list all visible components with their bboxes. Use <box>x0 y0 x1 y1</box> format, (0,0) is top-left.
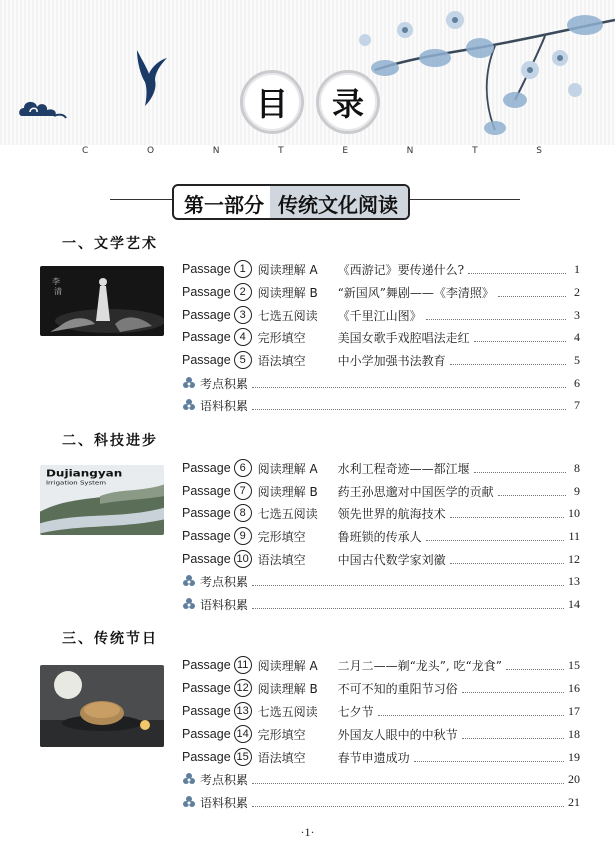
leader-dots <box>252 797 564 807</box>
passage-type: 阅读理解 B <box>257 484 318 499</box>
page-number: 4 <box>574 329 580 344</box>
toc-row[interactable] <box>182 724 580 744</box>
toc-row[interactable] <box>182 747 580 767</box>
passage-type: 完形填空 <box>257 330 306 345</box>
passage-number: 3 <box>234 306 252 324</box>
cloud-ornament-icon <box>18 96 68 124</box>
passage-word: Passage <box>182 658 231 672</box>
contents-letter: S <box>536 146 542 156</box>
part-title <box>172 184 410 220</box>
leader-dots <box>450 508 564 518</box>
contents-letter: T <box>472 146 478 156</box>
passage-type: 阅读理解 B <box>257 681 318 696</box>
mooncake-photo <box>40 665 164 747</box>
toc-row-extra[interactable] <box>182 373 580 393</box>
toc-row[interactable] <box>182 549 580 569</box>
leader-dots <box>252 400 566 410</box>
passage-title: 二月二——剃“龙头”, 吃“龙食” <box>337 658 502 673</box>
passage-number: 5 <box>234 351 252 369</box>
passage-word: Passage <box>182 552 231 566</box>
flower-bullet-icon <box>182 574 196 588</box>
passage-word: Passage <box>182 262 231 276</box>
section-heading: 一、文学艺术 <box>62 236 158 252</box>
swallow-icon <box>133 48 169 108</box>
toc-row-extra[interactable] <box>182 395 580 415</box>
toc-row[interactable] <box>182 701 580 721</box>
leader-dots <box>474 463 566 473</box>
passage-type: 七选五阅读 <box>257 308 318 323</box>
passage-number: 4 <box>234 328 252 346</box>
passage-number: 10 <box>234 550 252 568</box>
leader-dots <box>498 287 566 297</box>
page-number: 17 <box>568 703 580 718</box>
passage-type: 语法填空 <box>257 552 306 567</box>
passage-type: 阅读理解 A <box>257 461 318 476</box>
leader-dots <box>498 486 566 496</box>
thumb-title: Dujiangyan <box>46 467 123 480</box>
dance-photo <box>40 266 164 336</box>
toc-title <box>240 70 380 134</box>
dujiangyan-photo <box>40 465 164 535</box>
passage-type: 阅读理解 B <box>257 285 318 300</box>
magnolia-branch-illustration <box>345 0 615 150</box>
toc-row[interactable] <box>182 282 580 302</box>
passage-word: Passage <box>182 529 231 543</box>
passage-type: 语法填空 <box>257 353 306 368</box>
page-number: 20 <box>568 771 580 786</box>
toc-row[interactable] <box>182 305 580 325</box>
page-number: 14 <box>568 596 580 611</box>
page-number: 1 <box>574 261 580 276</box>
passage-word: Passage <box>182 461 231 475</box>
page-number: 9 <box>574 483 580 498</box>
toc-row-extra[interactable] <box>182 792 580 812</box>
leader-dots <box>462 729 564 739</box>
toc-row[interactable] <box>182 327 580 347</box>
passage-word: Passage <box>182 484 231 498</box>
passage-title: “新国风”舞剧——《李清照》 <box>337 285 494 300</box>
leader-dots <box>252 576 564 586</box>
passage-word: Passage <box>182 704 231 718</box>
contents-letter: N <box>406 146 414 156</box>
toc-row[interactable] <box>182 526 580 546</box>
leader-dots <box>474 332 566 342</box>
passage-word: Passage <box>182 308 231 322</box>
passage-title: 水利工程奇迹——都江堰 <box>337 461 470 476</box>
passage-number: 14 <box>234 725 252 743</box>
contents-letter: T <box>278 146 284 156</box>
leader-dots <box>450 554 564 564</box>
toc-row[interactable] <box>182 655 580 675</box>
extra-label: 考点积累 <box>200 376 249 391</box>
toc-row[interactable] <box>182 678 580 698</box>
passage-title: 领先世界的航海技术 <box>337 506 446 521</box>
extra-label: 语料积累 <box>200 597 249 612</box>
page-number: 11 <box>568 528 580 543</box>
extra-label: 语料积累 <box>200 398 249 413</box>
passage-word: Passage <box>182 750 231 764</box>
passage-title: 春节申遗成功 <box>337 750 410 765</box>
passage-type: 七选五阅读 <box>257 704 318 719</box>
passage-number: 2 <box>234 283 252 301</box>
toc-row-extra[interactable] <box>182 571 580 591</box>
passage-title: 药王孙思邈对中国医学的贡献 <box>337 484 494 499</box>
passage-title: 美国女歌手戏腔唱法走红 <box>337 330 470 345</box>
leader-dots <box>462 683 564 693</box>
toc-row[interactable] <box>182 458 580 478</box>
page-number: 18 <box>568 726 580 741</box>
footer-page-number: ·1· <box>300 825 315 839</box>
toc-row[interactable] <box>182 481 580 501</box>
flower-bullet-icon <box>182 597 196 611</box>
title-char-2: 录 <box>316 70 380 134</box>
flower-bullet-icon <box>182 795 196 809</box>
part-name: 传统文化阅读 <box>270 186 408 218</box>
passage-word: Passage <box>182 285 231 299</box>
page-number: 12 <box>568 551 580 566</box>
passage-title: 七夕节 <box>337 704 374 719</box>
passage-word: Passage <box>182 353 231 367</box>
page-number: 13 <box>568 573 580 588</box>
passage-title: 中小学加强书法教育 <box>337 353 446 368</box>
leader-dots <box>252 378 566 388</box>
page-number: 10 <box>568 505 580 520</box>
leader-dots <box>426 310 566 320</box>
passage-number: 7 <box>234 482 252 500</box>
svg-text:清: 清 <box>54 287 62 296</box>
passage-title: 中国古代数学家刘徽 <box>337 552 446 567</box>
flower-bullet-icon <box>182 772 196 786</box>
passage-type: 完形填空 <box>257 529 306 544</box>
title-char-1: 目 <box>240 70 304 134</box>
passage-number: 9 <box>234 527 252 545</box>
page-number: 5 <box>574 352 580 367</box>
toc-row-extra[interactable] <box>182 769 580 789</box>
contents-letter: N <box>212 146 220 156</box>
leader-dots <box>506 660 564 670</box>
contents-letter: E <box>342 146 348 156</box>
passage-type: 完形填空 <box>257 727 306 742</box>
passage-title: 鲁班锁的传承人 <box>337 529 422 544</box>
toc-row[interactable] <box>182 503 580 523</box>
toc-row[interactable] <box>182 350 580 370</box>
leader-dots <box>450 355 566 365</box>
toc-row[interactable] <box>182 259 580 279</box>
passage-type: 阅读理解 A <box>257 262 318 277</box>
passage-number: 12 <box>234 679 252 697</box>
passage-word: Passage <box>182 727 231 741</box>
passage-type: 七选五阅读 <box>257 506 318 521</box>
leader-dots <box>252 599 564 609</box>
passage-type: 语法填空 <box>257 750 306 765</box>
extra-label: 考点积累 <box>200 772 249 787</box>
leader-dots <box>378 706 564 716</box>
passage-title: 《千里江山图》 <box>337 308 422 323</box>
section-heading: 三、传统节日 <box>62 631 158 647</box>
passage-title: 不可不知的重阳节习俗 <box>337 681 458 696</box>
extra-label: 语料积累 <box>200 795 249 810</box>
page-number: 21 <box>568 794 580 809</box>
leader-dots <box>468 264 566 274</box>
extra-label: 考点积累 <box>200 574 249 589</box>
passage-title: 《西游记》要传递什么? <box>337 262 465 277</box>
passage-title: 外国友人眼中的中秋节 <box>337 727 458 742</box>
contents-label <box>82 146 542 156</box>
passage-number: 1 <box>234 260 252 278</box>
passage-type: 阅读理解 A <box>257 658 318 673</box>
passage-word: Passage <box>182 506 231 520</box>
page-number: 3 <box>574 307 580 322</box>
passage-number: 11 <box>234 656 252 674</box>
page-number: 2 <box>574 284 580 299</box>
passage-number: 6 <box>234 459 252 477</box>
contents-letter: O <box>146 146 155 156</box>
leader-dots <box>252 774 564 784</box>
part-label: 第一部分 <box>184 193 264 217</box>
passage-number: 15 <box>234 748 252 766</box>
leader-dots <box>426 531 565 541</box>
passage-number: 8 <box>234 504 252 522</box>
flower-bullet-icon <box>182 398 196 412</box>
svg-text:李: 李 <box>52 277 60 286</box>
passage-word: Passage <box>182 330 231 344</box>
leader-dots <box>414 752 564 762</box>
page-number: 7 <box>574 397 580 412</box>
flower-bullet-icon <box>182 376 196 390</box>
thumb-subtitle: Irrigation System <box>46 480 107 487</box>
section-heading: 二、科技进步 <box>62 433 158 449</box>
contents-letter: C <box>82 146 89 156</box>
toc-row-extra[interactable] <box>182 594 580 614</box>
page-number: 15 <box>568 657 580 672</box>
page-number: 19 <box>568 749 580 764</box>
page-number: 6 <box>574 375 580 390</box>
passage-number: 13 <box>234 702 252 720</box>
page-number: 8 <box>574 460 580 475</box>
passage-word: Passage <box>182 681 231 695</box>
page-number: 16 <box>568 680 580 695</box>
